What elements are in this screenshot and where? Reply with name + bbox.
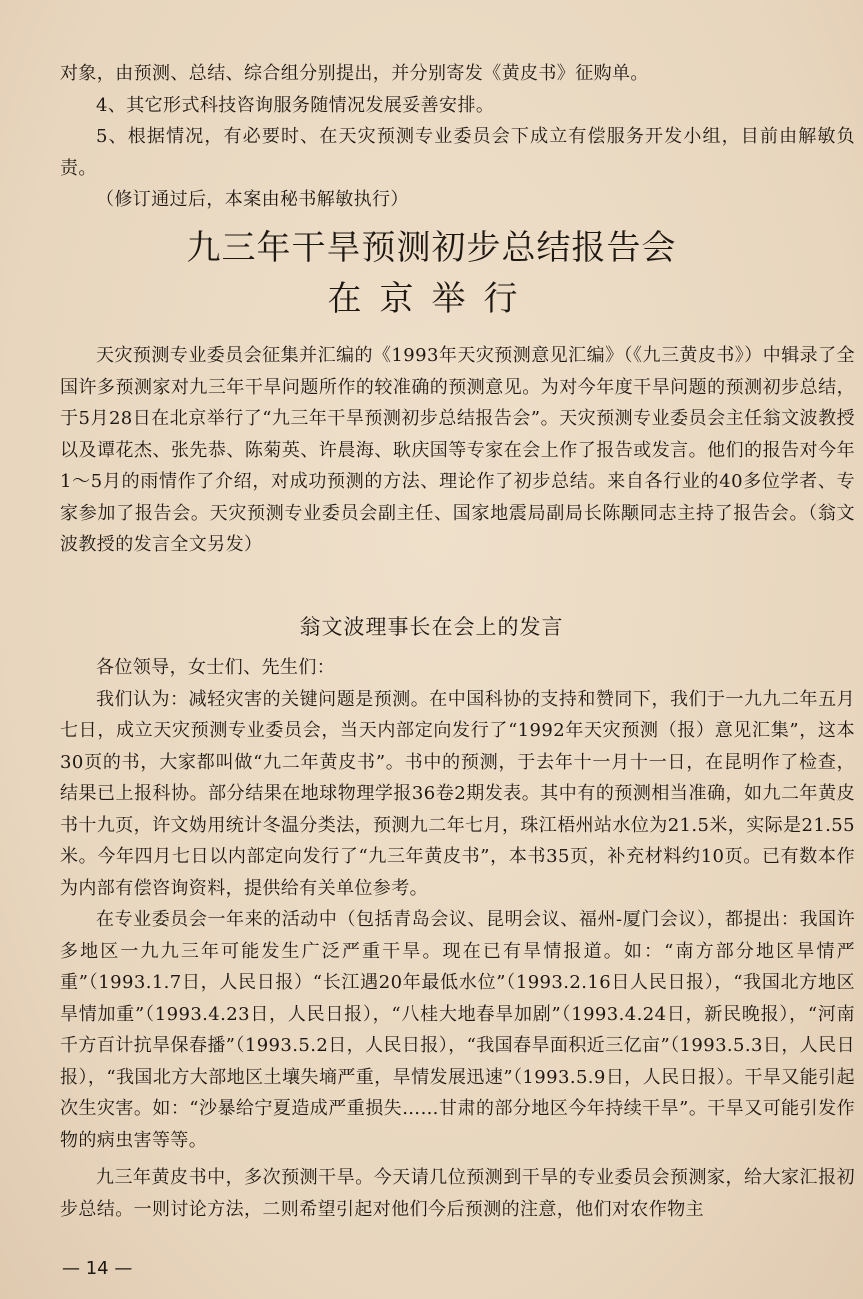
paragraph: 在专业委员会一年来的活动中（包括青岛会议、昆明会议、福州-厦门会议），都提出：我国许多地区一九九三年可能发生广泛严重干旱。现在已有旱情报道。如：“南方部分地区旱情严重”（1993.1.7日，人民日报）“长江遇20年最低水位”（1993.2.16日人民日报），“我国北方地区旱情加重”（1993.4.23日，人民日报），“八桂大地春旱加剧”（1993.4.24日，新民晚报），“河南千方百计抗旱保春播”（1993.5.2日，人民日报），“我国春旱面积近三亿亩”（1993.5.3日，人民日报），“我国北方大部地区土壤失墒严重，旱情发展迅速”（1993.5.9日，人民日报）。干旱又能引起次生灾害。如：“沙暴给宁夏造成严重损失……甘肃的部分地区今年持续干旱”。干旱又可能引发作物的病虫害等等。 — [60, 909, 855, 1151]
paragraph: 4、其它形式科技咨询服务随情况发展妥善安排。 — [96, 94, 495, 116]
article-title-line2: 在京举行 — [327, 279, 536, 319]
speech-heading: 翁文波理事长在会上的发言 — [299, 615, 564, 639]
speech-body — [60, 652, 855, 1225]
paragraph: 5、根据情况，有必要时、在天灾预测专业委员会下成立有偿服务开发小组，目前由解敏负责。 — [60, 126, 855, 179]
page-number: — 14 — — [62, 1258, 133, 1279]
paragraph: 我们认为：减轻灾害的关键问题是预测。在中国科协的支持和赞同下，我们于一九九二年五月七日，成立天灾预测专业委员会，当天内部定向发行了“1992年天灾预测（报）意见汇集”，这本30页的书，大家都叫做“九二年黄皮书”。书中的预测，于去年十一月十一日，在昆明作了检查，结果已上报科协。部分结果在地球物理学报36卷2期发表。其中有的预测相当准确，如九二年黄皮书十九页，许文妫用统计冬温分类法，预测九二年七月，珠江梧州站水位为21.5米，实际是21.55米。今年四月七日以内部定向发行了“九三年黄皮书”，本书35页，补充材料约10页。已有数本作为内部有偿咨询资料，提供给有关单位参考。 — [60, 688, 855, 899]
salutation: 各位领导，女士们、先生们： — [96, 657, 336, 678]
top-section — [60, 58, 855, 216]
paragraph: 九三年黄皮书中，多次预测干旱。今天请几位预测到干旱的专业委员会预测家，给大家汇报初步总结。一则讨论方法，二则希望引起对他们今后预测的注意，他们对农作物主 — [60, 1167, 855, 1220]
article-intro — [60, 340, 855, 561]
paragraph: （修订通过后，本案由秘书解敏执行） — [96, 189, 409, 210]
paragraph: 对象，由预测、总结、综合组分别提出，并分别寄发《黄皮书》征购单。 — [60, 63, 649, 84]
paragraph: 天灾预测专业委员会征集并汇编的《1993年天灾预测意见汇编》（《九三黄皮书》）中辑录了全国许多预测家对九三年干旱问题所作的较准确的预测意见。为对今年度干旱问题的预测初步总结，于5月28日在北京举行了“九三年干旱预测初步总结报告会”。天灾预测专业委员会主任翁文波教授以及谭花杰、张先恭、陈菊英、许晨海、耿庆国等专家在会上作了报告或发言。他们的报告对今年1～5月的雨情作了介绍，对成功预测的方法、理论作了初步总结。来自各行业的40多位学者、专家参加了报告会。天灾预测专业委员会副主任、国家地震局副局长陈颙同志主持了报告会。（翁文波教授的发言全文另发） — [60, 345, 855, 555]
article-title: 九三年干旱预测初步总结报告会 — [186, 228, 677, 268]
